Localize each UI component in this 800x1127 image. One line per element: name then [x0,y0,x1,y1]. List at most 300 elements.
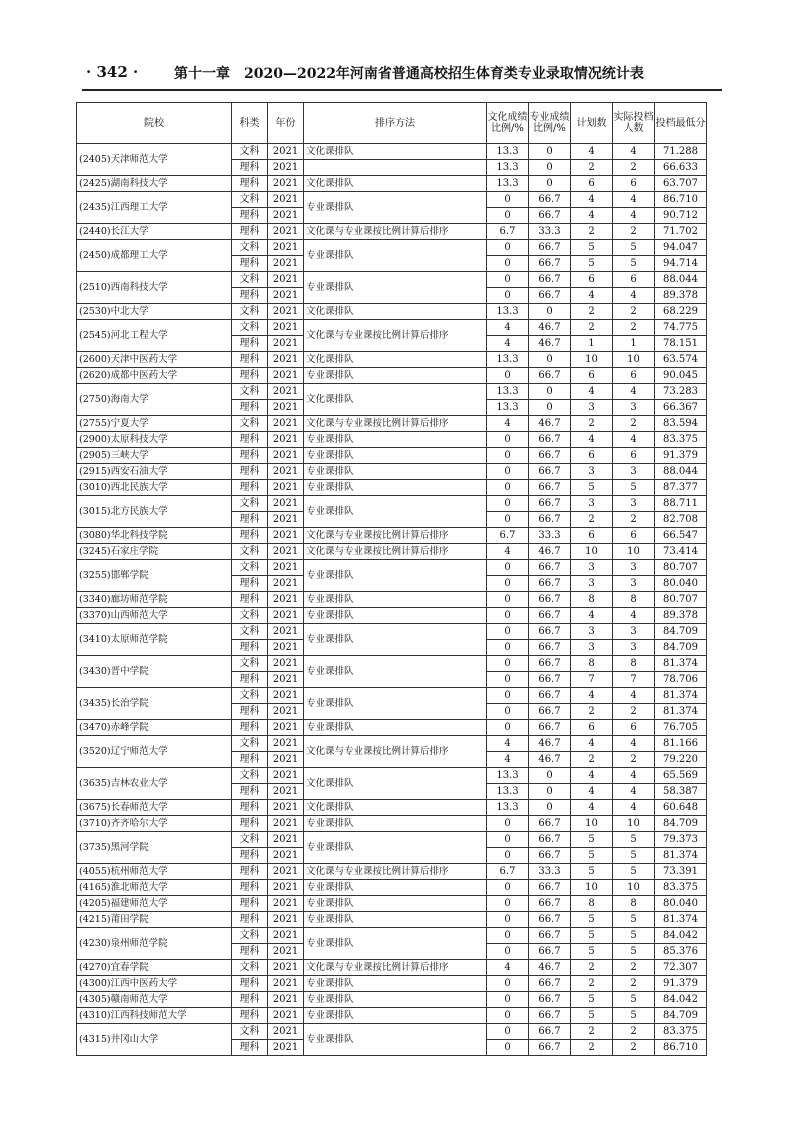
table-header-row [77,103,707,144]
plan-cell: 3 [571,400,613,416]
plan-cell: 4 [571,192,613,208]
major-ratio-cell: 66.7 [529,1040,571,1056]
actual-cell: 3 [613,464,655,480]
year-cell: 2021 [268,464,304,480]
table-row [77,192,707,208]
min-score-cell: 80.707 [655,592,707,608]
plan-cell: 5 [571,912,613,928]
culture-ratio-cell: 0 [487,288,529,304]
school-cell: (4310)江西科技师范大学 [77,1008,232,1024]
table-row [77,1008,707,1024]
actual-cell: 4 [613,768,655,784]
major-ratio-cell: 0 [529,352,571,368]
year-cell: 2021 [268,832,304,848]
actual-cell: 3 [613,400,655,416]
subject-cell: 理科 [232,784,268,800]
admission-table [76,102,707,1056]
major-ratio-cell: 66.7 [529,992,571,1008]
table-row [77,976,707,992]
col-header-min-score: 投档最低分 [655,103,707,144]
year-cell: 2021 [268,720,304,736]
culture-ratio-cell: 4 [487,336,529,352]
method-cell: 专业课排队 [304,240,487,272]
culture-ratio-cell: 6.7 [487,224,529,240]
method-cell: 文化课排队 [304,352,487,368]
method-cell: 专业课排队 [304,688,487,720]
major-ratio-cell: 66.7 [529,656,571,672]
min-score-cell: 81.374 [655,848,707,864]
actual-cell: 5 [613,240,655,256]
plan-cell: 8 [571,656,613,672]
year-cell: 2021 [268,432,304,448]
min-score-cell: 66.367 [655,400,707,416]
subject-cell: 文科 [232,240,268,256]
culture-ratio-cell: 0 [487,560,529,576]
major-ratio-cell: 0 [529,800,571,816]
subject-cell: 理科 [232,944,268,960]
school-cell: (4055)杭州师范大学 [77,864,232,880]
method-cell: 专业课排队 [304,880,487,896]
actual-cell: 2 [613,752,655,768]
table-row [77,144,707,160]
plan-cell: 6 [571,368,613,384]
subject-cell: 文科 [232,320,268,336]
plan-cell: 8 [571,592,613,608]
method-cell: 专业课排队 [304,992,487,1008]
actual-cell: 3 [613,640,655,656]
subject-cell: 理科 [232,912,268,928]
major-ratio-cell: 66.7 [529,512,571,528]
actual-cell: 6 [613,448,655,464]
table-row [77,768,707,784]
culture-ratio-cell: 0 [487,1008,529,1024]
table-row [77,1024,707,1040]
plan-cell: 2 [571,224,613,240]
actual-cell: 5 [613,1008,655,1024]
culture-ratio-cell: 13.3 [487,304,529,320]
school-cell: (3520)辽宁师范大学 [77,736,232,768]
year-cell: 2021 [268,656,304,672]
method-cell: 文化课排队 [304,304,487,320]
subject-cell: 理科 [232,368,268,384]
culture-ratio-cell: 13.3 [487,160,529,176]
culture-ratio-cell: 6.7 [487,528,529,544]
culture-ratio-cell: 0 [487,512,529,528]
method-cell: 文化课与专业课按比例计算后排序 [304,320,487,352]
actual-cell: 2 [613,304,655,320]
year-cell: 2021 [268,848,304,864]
subject-cell: 文科 [232,736,268,752]
subject-cell: 理科 [232,1040,268,1056]
year-cell: 2021 [268,528,304,544]
plan-cell: 3 [571,496,613,512]
subject-cell: 理科 [232,288,268,304]
year-cell: 2021 [268,496,304,512]
plan-cell: 5 [571,480,613,496]
table-row [77,352,707,368]
year-cell: 2021 [268,608,304,624]
major-ratio-cell: 46.7 [529,544,571,560]
page-number: · 342 · [86,63,139,81]
subject-cell: 文科 [232,832,268,848]
plan-cell: 3 [571,560,613,576]
min-score-cell: 58.387 [655,784,707,800]
actual-cell: 3 [613,576,655,592]
min-score-cell: 82.708 [655,512,707,528]
subject-cell: 文科 [232,1024,268,1040]
school-cell: (2435)江西理工大学 [77,192,232,224]
plan-cell: 4 [571,384,613,400]
major-ratio-cell: 66.7 [529,1024,571,1040]
table-row [77,224,707,240]
actual-cell: 7 [613,672,655,688]
culture-ratio-cell: 0 [487,240,529,256]
actual-cell: 10 [613,816,655,832]
min-score-cell: 84.709 [655,640,707,656]
year-cell: 2021 [268,560,304,576]
min-score-cell: 72.307 [655,960,707,976]
table-body [77,144,707,1056]
method-cell: 专业课排队 [304,928,487,960]
table-row [77,592,707,608]
culture-ratio-cell: 13.3 [487,352,529,368]
method-cell: 专业课排队 [304,560,487,592]
culture-ratio-cell: 0 [487,576,529,592]
school-cell: (3430)晋中学院 [77,656,232,688]
method-cell: 专业课排队 [304,624,487,656]
table-row [77,912,707,928]
plan-cell: 3 [571,464,613,480]
culture-ratio-cell: 0 [487,464,529,480]
culture-ratio-cell: 0 [487,496,529,512]
year-cell: 2021 [268,304,304,320]
major-ratio-cell: 66.7 [529,368,571,384]
culture-ratio-cell: 0 [487,816,529,832]
plan-cell: 2 [571,960,613,976]
year-cell: 2021 [268,368,304,384]
plan-cell: 5 [571,256,613,272]
method-cell: 专业课排队 [304,464,487,480]
major-ratio-cell: 66.7 [529,288,571,304]
method-cell: 专业课排队 [304,592,487,608]
culture-ratio-cell: 0 [487,672,529,688]
table-row [77,480,707,496]
actual-cell: 8 [613,656,655,672]
year-cell: 2021 [268,1040,304,1056]
min-score-cell: 66.547 [655,528,707,544]
year-cell: 2021 [268,352,304,368]
year-cell: 2021 [268,624,304,640]
year-cell: 2021 [268,176,304,192]
culture-ratio-cell: 0 [487,192,529,208]
subject-cell: 理科 [232,816,268,832]
school-cell: (2750)海南大学 [77,384,232,416]
plan-cell: 2 [571,976,613,992]
subject-cell: 理科 [232,880,268,896]
min-score-cell: 90.712 [655,208,707,224]
plan-cell: 2 [571,160,613,176]
school-cell: (2425)湖南科技大学 [77,176,232,192]
method-cell: 专业课排队 [304,272,487,304]
major-ratio-cell: 66.7 [529,816,571,832]
plan-cell: 1 [571,336,613,352]
major-ratio-cell: 66.7 [529,1008,571,1024]
header-rule [82,89,722,91]
year-cell: 2021 [268,192,304,208]
year-cell: 2021 [268,448,304,464]
method-cell: 专业课排队 [304,432,487,448]
year-cell: 2021 [268,880,304,896]
year-cell: 2021 [268,416,304,432]
actual-cell: 4 [613,192,655,208]
min-score-cell: 83.594 [655,416,707,432]
table-row [77,384,707,400]
major-ratio-cell: 33.3 [529,224,571,240]
plan-cell: 5 [571,1008,613,1024]
major-ratio-cell: 46.7 [529,752,571,768]
culture-ratio-cell: 4 [487,960,529,976]
culture-ratio-cell: 0 [487,688,529,704]
subject-cell: 文科 [232,560,268,576]
major-ratio-cell: 66.7 [529,272,571,288]
school-cell: (3245)石家庄学院 [77,544,232,560]
major-ratio-cell: 66.7 [529,848,571,864]
major-ratio-cell: 66.7 [529,688,571,704]
actual-cell: 4 [613,144,655,160]
actual-cell: 4 [613,736,655,752]
plan-cell: 8 [571,896,613,912]
min-score-cell: 86.710 [655,192,707,208]
plan-cell: 2 [571,320,613,336]
year-cell: 2021 [268,144,304,160]
subject-cell: 文科 [232,416,268,432]
year-cell: 2021 [268,160,304,176]
table-row [77,656,707,672]
actual-cell: 2 [613,976,655,992]
min-score-cell: 83.375 [655,880,707,896]
actual-cell: 6 [613,720,655,736]
table-row [77,832,707,848]
subject-cell: 文科 [232,768,268,784]
subject-cell: 理科 [232,336,268,352]
min-score-cell: 91.379 [655,448,707,464]
subject-cell: 理科 [232,800,268,816]
culture-ratio-cell: 13.3 [487,384,529,400]
subject-cell: 文科 [232,960,268,976]
plan-cell: 4 [571,688,613,704]
subject-cell: 理科 [232,512,268,528]
school-cell: (3470)赤峰学院 [77,720,232,736]
subject-cell: 理科 [232,896,268,912]
culture-ratio-cell: 0 [487,272,529,288]
culture-ratio-cell: 13.3 [487,144,529,160]
year-cell: 2021 [268,288,304,304]
method-cell: 专业课排队 [304,608,487,624]
subject-cell: 理科 [232,176,268,192]
actual-cell: 5 [613,864,655,880]
actual-cell: 1 [613,336,655,352]
year-cell: 2021 [268,912,304,928]
actual-cell: 5 [613,912,655,928]
culture-ratio-cell: 0 [487,640,529,656]
actual-cell: 3 [613,496,655,512]
year-cell: 2021 [268,480,304,496]
major-ratio-cell: 0 [529,304,571,320]
method-cell: 专业课排队 [304,496,487,528]
school-cell: (2405)天津师范大学 [77,144,232,176]
min-score-cell: 88.044 [655,464,707,480]
school-cell: (2900)太原科技大学 [77,432,232,448]
plan-cell: 5 [571,240,613,256]
col-header-year: 年份 [268,103,304,144]
plan-cell: 2 [571,1024,613,1040]
col-header-plan: 计划数 [571,103,613,144]
year-cell: 2021 [268,576,304,592]
major-ratio-cell: 66.7 [529,912,571,928]
min-score-cell: 73.391 [655,864,707,880]
plan-cell: 10 [571,352,613,368]
plan-cell: 2 [571,512,613,528]
subject-cell: 理科 [232,432,268,448]
subject-cell: 文科 [232,144,268,160]
subject-cell: 文科 [232,192,268,208]
subject-cell: 文科 [232,928,268,944]
col-header-culture-ratio: 文化成绩比例/% [487,103,529,144]
min-score-cell: 80.040 [655,576,707,592]
actual-cell: 4 [613,432,655,448]
actual-cell: 8 [613,592,655,608]
min-score-cell: 84.709 [655,1008,707,1024]
min-score-cell: 84.709 [655,816,707,832]
table-row [77,464,707,480]
actual-cell: 4 [613,608,655,624]
plan-cell: 5 [571,944,613,960]
year-cell: 2021 [268,640,304,656]
school-cell: (4165)淮北师范大学 [77,880,232,896]
school-cell: (3370)山西师范大学 [77,608,232,624]
subject-cell: 理科 [232,1008,268,1024]
method-cell: 专业课排队 [304,816,487,832]
subject-cell: 理科 [232,480,268,496]
school-cell: (3710)齐齐哈尔大学 [77,816,232,832]
subject-cell: 文科 [232,688,268,704]
year-cell: 2021 [268,320,304,336]
table-row [77,864,707,880]
culture-ratio-cell: 0 [487,256,529,272]
school-cell: (2530)中北大学 [77,304,232,320]
min-score-cell: 73.414 [655,544,707,560]
major-ratio-cell: 66.7 [529,896,571,912]
min-score-cell: 78.706 [655,672,707,688]
major-ratio-cell: 0 [529,384,571,400]
plan-cell: 2 [571,704,613,720]
actual-cell: 2 [613,1024,655,1040]
culture-ratio-cell: 0 [487,848,529,864]
subject-cell: 理科 [232,160,268,176]
school-cell: (4205)福建师范大学 [77,896,232,912]
col-header-actual: 实际投档人数 [613,103,655,144]
subject-cell: 理科 [232,576,268,592]
school-cell: (2440)长江大学 [77,224,232,240]
major-ratio-cell: 0 [529,400,571,416]
year-cell: 2021 [268,704,304,720]
table-row [77,816,707,832]
school-cell: (3635)吉林农业大学 [77,768,232,800]
year-cell: 2021 [268,784,304,800]
culture-ratio-cell: 0 [487,592,529,608]
table-row [77,544,707,560]
plan-cell: 3 [571,640,613,656]
method-cell: 专业课排队 [304,720,487,736]
plan-cell: 10 [571,816,613,832]
method-cell: 专业课排队 [304,976,487,992]
subject-cell: 理科 [232,352,268,368]
subject-cell: 理科 [232,992,268,1008]
school-cell: (3255)邯郸学院 [77,560,232,592]
culture-ratio-cell: 13.3 [487,784,529,800]
min-score-cell: 83.375 [655,1024,707,1040]
table-row [77,304,707,320]
method-cell: 文化课与专业课按比例计算后排序 [304,528,487,544]
year-cell: 2021 [268,1008,304,1024]
school-cell: (3735)黑河学院 [77,832,232,864]
min-score-cell: 80.707 [655,560,707,576]
plan-cell: 4 [571,784,613,800]
min-score-cell: 90.045 [655,368,707,384]
year-cell: 2021 [268,800,304,816]
col-header-subject: 科类 [232,103,268,144]
subject-cell: 文科 [232,272,268,288]
subject-cell: 理科 [232,528,268,544]
culture-ratio-cell: 0 [487,944,529,960]
method-cell: 文化课与专业课按比例计算后排序 [304,864,487,880]
plan-cell: 4 [571,736,613,752]
min-score-cell: 81.374 [655,912,707,928]
culture-ratio-cell: 0 [487,704,529,720]
actual-cell: 6 [613,272,655,288]
min-score-cell: 63.574 [655,352,707,368]
school-cell: (3080)华北科技学院 [77,528,232,544]
actual-cell: 10 [613,880,655,896]
year-cell: 2021 [268,256,304,272]
subject-cell: 文科 [232,384,268,400]
min-score-cell: 91.379 [655,976,707,992]
page-header [82,60,722,86]
major-ratio-cell: 66.7 [529,640,571,656]
subject-cell: 文科 [232,624,268,640]
major-ratio-cell: 66.7 [529,672,571,688]
school-cell: (2915)西安石油大学 [77,464,232,480]
method-cell: 文化课与专业课按比例计算后排序 [304,960,487,976]
major-ratio-cell: 66.7 [529,192,571,208]
culture-ratio-cell: 13.3 [487,176,529,192]
method-cell: 文化课与专业课按比例计算后排序 [304,544,487,560]
major-ratio-cell: 33.3 [529,528,571,544]
major-ratio-cell: 33.3 [529,864,571,880]
actual-cell: 10 [613,352,655,368]
min-score-cell: 84.709 [655,624,707,640]
major-ratio-cell: 66.7 [529,448,571,464]
culture-ratio-cell: 0 [487,912,529,928]
culture-ratio-cell: 4 [487,736,529,752]
plan-cell: 6 [571,720,613,736]
actual-cell: 4 [613,784,655,800]
culture-ratio-cell: 0 [487,624,529,640]
actual-cell: 4 [613,384,655,400]
major-ratio-cell: 46.7 [529,336,571,352]
year-cell: 2021 [268,336,304,352]
table-row [77,272,707,288]
